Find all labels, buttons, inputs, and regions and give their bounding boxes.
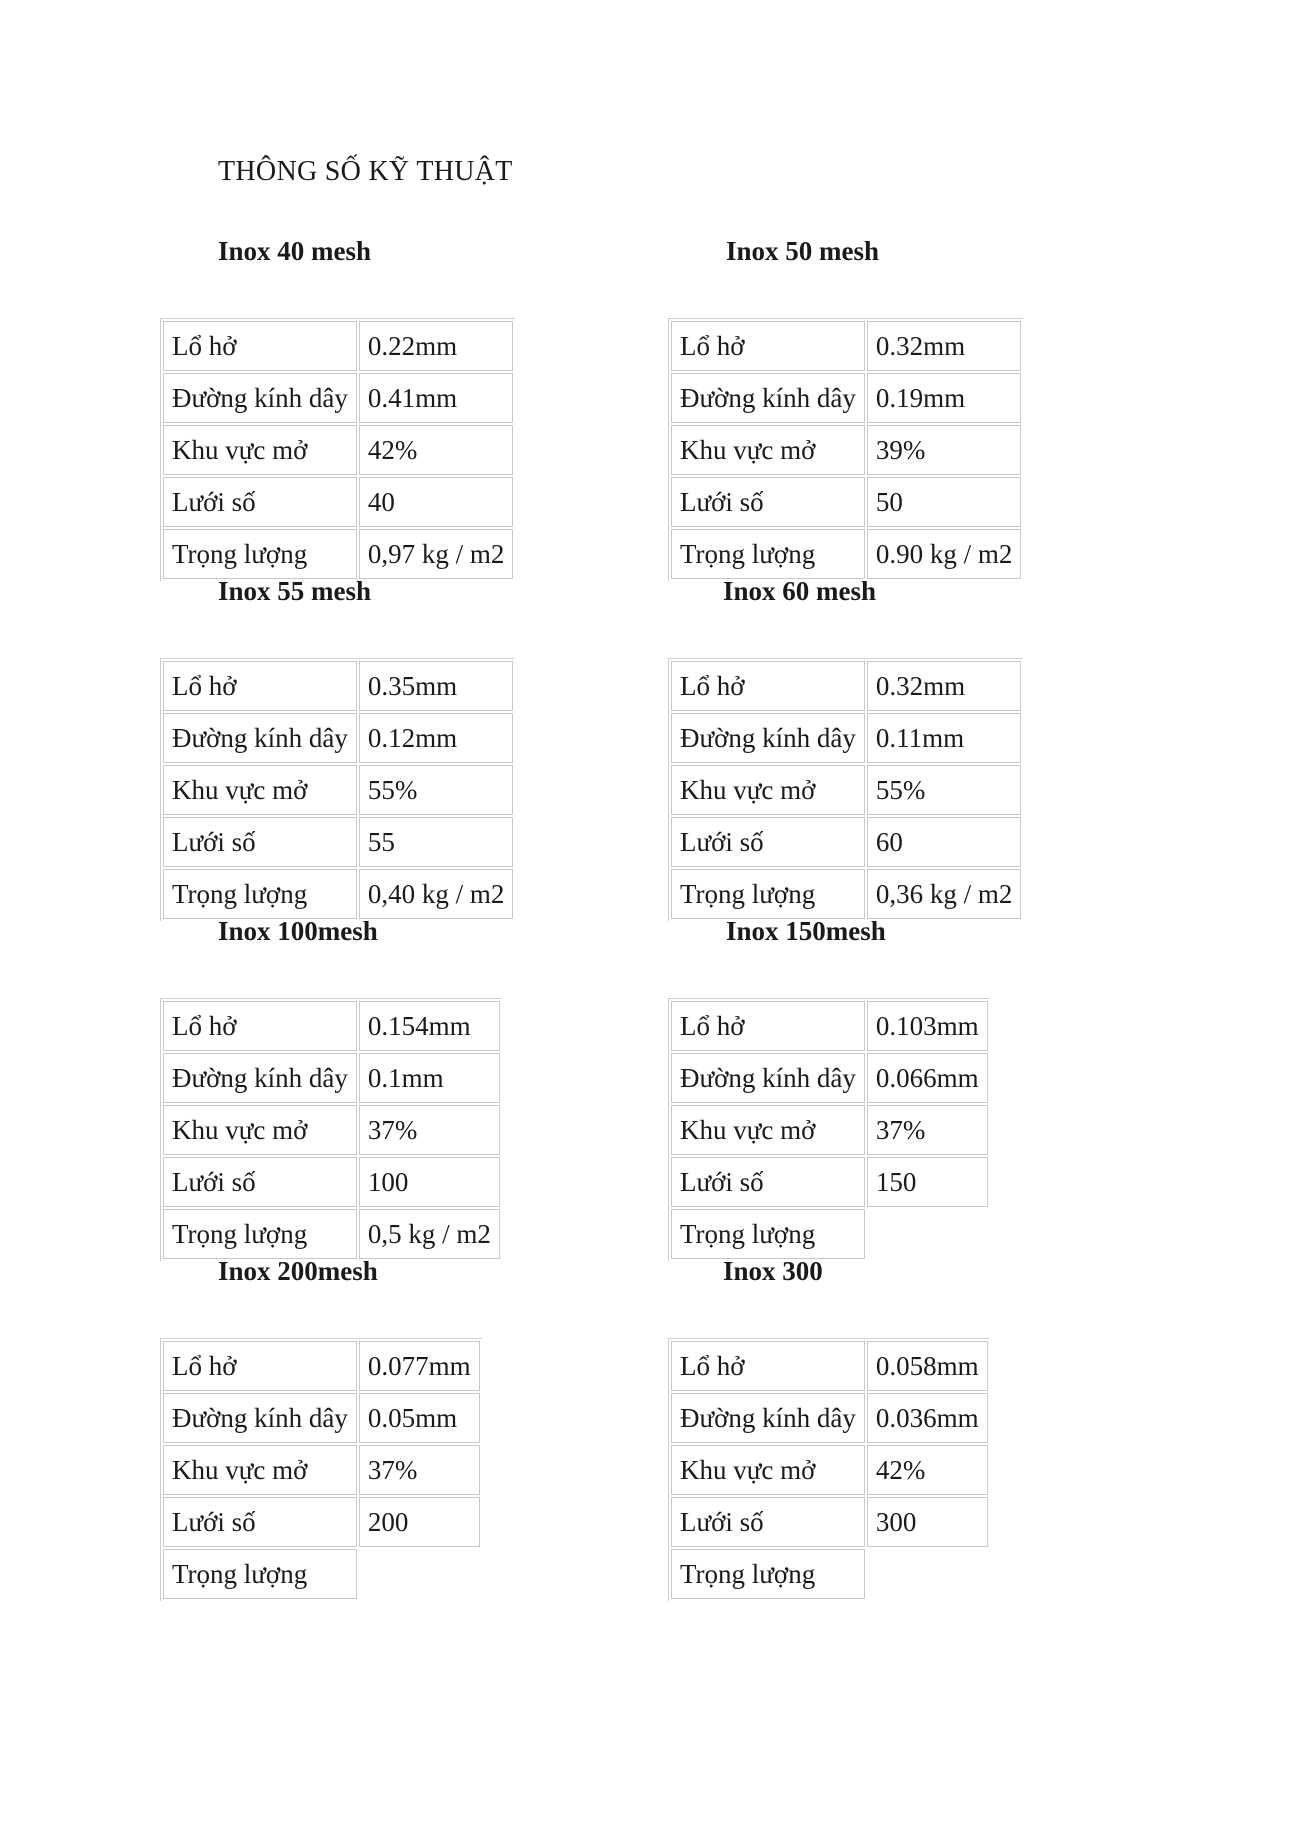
table-row	[671, 869, 1021, 919]
spec-value: 0.32mm	[867, 321, 1022, 371]
spec-value: 0.32mm	[867, 661, 1022, 711]
spec-value: 100	[359, 1157, 500, 1207]
spec-value: 0.35mm	[359, 661, 514, 711]
table-row	[163, 1393, 480, 1443]
spec-block-title: Inox 200mesh	[218, 1256, 378, 1286]
spec-value: 0.103mm	[867, 1001, 988, 1051]
table-row	[163, 477, 513, 527]
spec-label: Lổ hở	[163, 1001, 357, 1051]
spec-label: Khu vực mở	[671, 765, 865, 815]
spec-block-title: Inox 100mesh	[218, 916, 378, 946]
spec-table	[160, 1338, 482, 1601]
table-row	[671, 1445, 988, 1495]
table-row	[163, 1445, 480, 1495]
spec-label: Trọng lượng	[671, 1209, 865, 1259]
spec-label: Khu vực mở	[671, 1105, 865, 1155]
spec-label: Lưới số	[163, 477, 357, 527]
table-row	[671, 1209, 988, 1259]
spec-value: 0.1mm	[359, 1053, 500, 1103]
spec-block-title: Inox 40 mesh	[218, 236, 372, 266]
spec-value: 0.41mm	[359, 373, 514, 423]
table-row	[163, 869, 513, 919]
spec-label: Lưới số	[671, 477, 865, 527]
spec-table	[668, 1338, 990, 1601]
table-row	[163, 1341, 480, 1391]
page-title: THÔNG SỐ KỸ THUẬT	[218, 156, 513, 187]
spec-block-title: Inox 55 mesh	[218, 576, 372, 606]
spec-label: Trọng lượng	[671, 529, 865, 579]
spec-label: Lổ hở	[671, 661, 865, 711]
table-row	[163, 713, 513, 763]
table-row	[671, 321, 1021, 371]
table-row	[671, 1157, 988, 1207]
spec-value: 55%	[359, 765, 514, 815]
spec-value: 300	[867, 1497, 988, 1547]
table-row	[163, 817, 513, 867]
table-row	[671, 1549, 988, 1599]
spec-label: Đường kính dây	[163, 1053, 357, 1103]
spec-value: 0.11mm	[867, 713, 1022, 763]
table-row	[163, 661, 513, 711]
spec-value: 0.154mm	[359, 1001, 500, 1051]
spec-table	[668, 658, 1023, 921]
table-row	[163, 1549, 480, 1599]
table-row	[163, 529, 513, 579]
spec-value: 39%	[867, 425, 1022, 475]
spec-label: Trọng lượng	[163, 869, 357, 919]
spec-label: Đường kính dây	[671, 1053, 865, 1103]
spec-value: 40	[359, 477, 514, 527]
table-row	[671, 1341, 988, 1391]
spec-value: 55	[359, 817, 514, 867]
spec-label: Lưới số	[671, 1497, 865, 1547]
spec-value: 200	[359, 1497, 480, 1547]
table-row	[671, 765, 1021, 815]
table-row	[163, 1157, 500, 1207]
table-row	[163, 1105, 500, 1155]
table-row	[163, 321, 513, 371]
spec-label: Đường kính dây	[671, 373, 865, 423]
table-row	[163, 425, 513, 475]
spec-value: 0.90 kg / m2	[867, 529, 1022, 579]
table-row	[671, 1053, 988, 1103]
spec-value: 42%	[359, 425, 514, 475]
spec-value: 0.036mm	[867, 1393, 988, 1443]
spec-value: 37%	[867, 1105, 988, 1155]
spec-value: 0.077mm	[359, 1341, 480, 1391]
spec-label: Đường kính dây	[163, 713, 357, 763]
spec-label: Lổ hở	[671, 1341, 865, 1391]
spec-value: 60	[867, 817, 1022, 867]
spec-value: 0.19mm	[867, 373, 1022, 423]
table-row	[671, 477, 1021, 527]
table-row	[163, 1053, 500, 1103]
spec-value: 0.12mm	[359, 713, 514, 763]
spec-value: 0,5 kg / m2	[359, 1209, 500, 1259]
spec-value: 0,36 kg / m2	[867, 869, 1022, 919]
spec-label: Khu vực mở	[163, 765, 357, 815]
spec-label: Trọng lượng	[671, 1549, 865, 1599]
spec-block-title: Inox 50 mesh	[726, 236, 880, 266]
spec-value: 0,97 kg / m2	[359, 529, 514, 579]
spec-value	[867, 1549, 988, 1599]
table-row	[671, 1105, 988, 1155]
spec-label: Lổ hở	[671, 1001, 865, 1051]
spec-label: Trọng lượng	[163, 1549, 357, 1599]
spec-label: Đường kính dây	[671, 713, 865, 763]
spec-value: 37%	[359, 1105, 500, 1155]
spec-value: 55%	[867, 765, 1022, 815]
spec-label: Lổ hở	[671, 321, 865, 371]
spec-table	[160, 998, 502, 1261]
spec-label: Đường kính dây	[671, 1393, 865, 1443]
table-row	[671, 529, 1021, 579]
spec-label: Lưới số	[163, 1157, 357, 1207]
table-row	[671, 1393, 988, 1443]
spec-value: 0.058mm	[867, 1341, 988, 1391]
spec-value: 0,40 kg / m2	[359, 869, 514, 919]
spec-label: Khu vực mở	[671, 1445, 865, 1495]
spec-label: Lưới số	[671, 1157, 865, 1207]
table-row	[671, 661, 1021, 711]
spec-label: Khu vực mở	[671, 425, 865, 475]
spec-block-title: Inox 150mesh	[726, 916, 886, 946]
spec-label: Khu vực mở	[163, 1105, 357, 1155]
table-row	[671, 373, 1021, 423]
spec-label: Khu vực mở	[163, 1445, 357, 1495]
spec-label: Trọng lượng	[671, 869, 865, 919]
spec-label: Khu vực mở	[163, 425, 357, 475]
spec-table	[160, 658, 515, 921]
spec-value: 37%	[359, 1445, 480, 1495]
spec-label: Đường kính dây	[163, 373, 357, 423]
spec-label: Trọng lượng	[163, 1209, 357, 1259]
spec-value: 0.05mm	[359, 1393, 480, 1443]
table-row	[163, 1497, 480, 1547]
table-row	[671, 425, 1021, 475]
spec-table	[160, 318, 515, 581]
spec-table	[668, 998, 990, 1261]
spec-block-title: Inox 60 mesh	[723, 576, 877, 606]
spec-label: Lưới số	[671, 817, 865, 867]
table-row	[163, 765, 513, 815]
spec-value: 50	[867, 477, 1022, 527]
table-row	[163, 373, 513, 423]
table-row	[671, 713, 1021, 763]
spec-value: 0.066mm	[867, 1053, 988, 1103]
spec-label: Lưới số	[163, 1497, 357, 1547]
table-row	[163, 1001, 500, 1051]
table-row	[671, 1497, 988, 1547]
spec-block-title: Inox 300	[723, 1256, 823, 1286]
spec-value: 42%	[867, 1445, 988, 1495]
spec-value: 150	[867, 1157, 988, 1207]
spec-table	[668, 318, 1023, 581]
spec-label: Lổ hở	[163, 661, 357, 711]
spec-label: Trọng lượng	[163, 529, 357, 579]
table-row	[163, 1209, 500, 1259]
spec-label: Lổ hở	[163, 1341, 357, 1391]
spec-value	[359, 1549, 480, 1599]
spec-label: Lưới số	[163, 817, 357, 867]
spec-value: 0.22mm	[359, 321, 514, 371]
spec-label: Đường kính dây	[163, 1393, 357, 1443]
table-row	[671, 1001, 988, 1051]
spec-label: Lổ hở	[163, 321, 357, 371]
spec-value	[867, 1209, 988, 1259]
table-row	[671, 817, 1021, 867]
